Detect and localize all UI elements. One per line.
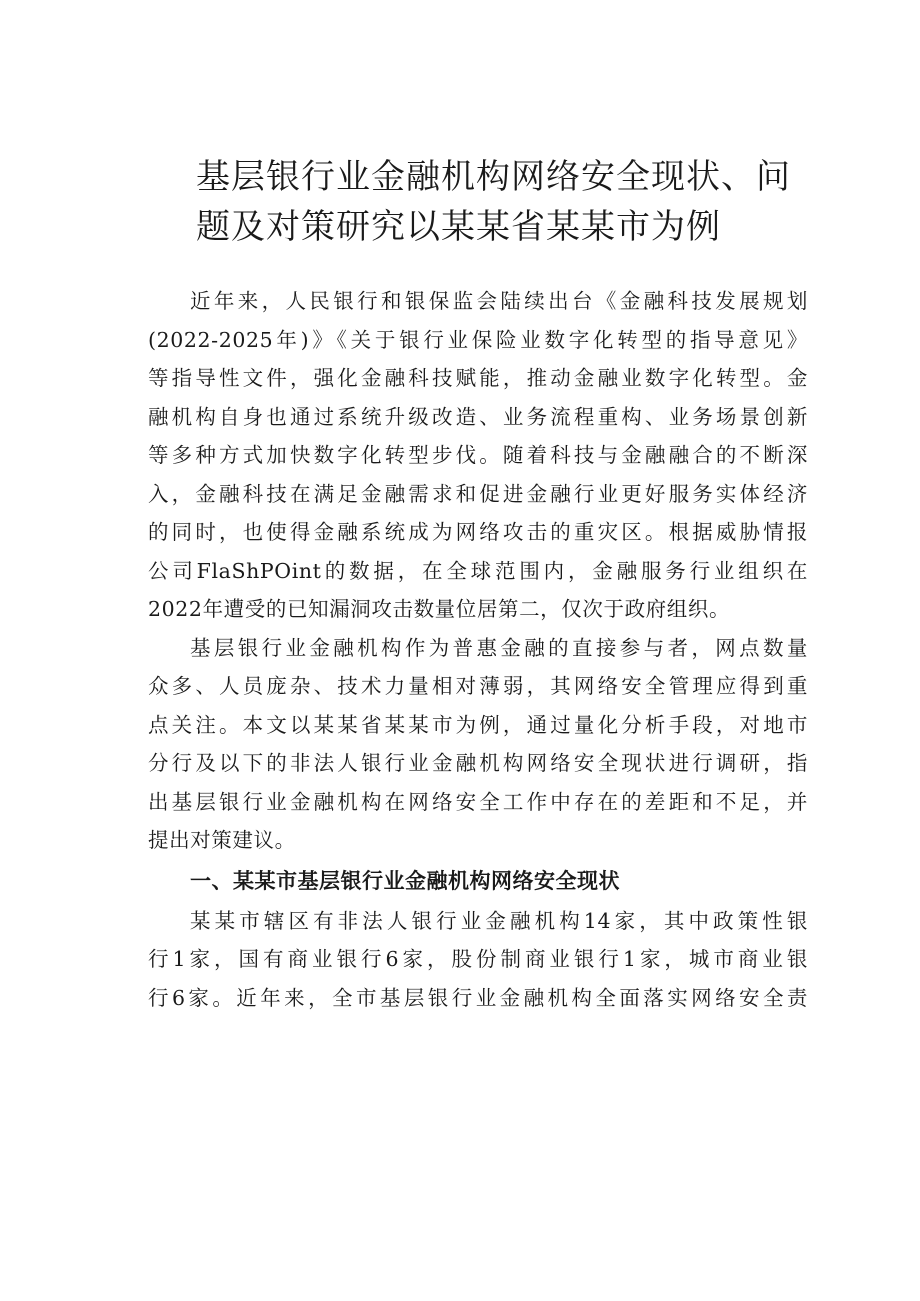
paragraph-line: 近年来，人民银行和银保监会陆续出台《金融科技发展规划 xyxy=(190,289,808,313)
paragraph-scope xyxy=(148,629,808,860)
paragraph-line: 基层银行业金融机构作为普惠金融的直接参与者，网点数量 xyxy=(190,635,808,660)
paragraph-line: 的同时，也使得金融系统成为网络攻击的重灾区。根据威胁情报 xyxy=(148,520,808,544)
paragraph-line: 融机构自身也通过系统升级改造、业务流程重构、业务场景创新 xyxy=(148,404,808,429)
paragraph-line: 行1家，国有商业银行6家，股份制商业银行1家，城市商业银 xyxy=(148,947,808,971)
paragraph-line: 等指导性文件，强化金融科技赋能，推动金融业数字化转型。金 xyxy=(148,366,808,390)
paragraph-line: (2022-2025年)》《关于银行业保险业数字化转型的指导意见》 xyxy=(148,327,808,352)
paragraph-line: 出基层银行业金融机构在网络安全工作中存在的差距和不足，并 xyxy=(148,789,808,814)
paragraph-line: 某某市辖区有非法人银行业金融机构14家，其中政策性银 xyxy=(190,908,808,933)
paragraph-line: 公司FlaShPOint的数据，在全球范围内，金融服务行业组织在 xyxy=(148,558,808,583)
section-heading: 一、某某市基层银行业金融机构网络安全现状 xyxy=(190,868,620,893)
document-body xyxy=(148,282,808,1017)
paragraph-line: 众多、人员庞杂、技术力量相对薄弱，其网络安全管理应得到重 xyxy=(148,674,808,698)
paragraph-line: 行6家。近年来，全市基层银行业金融机构全面落实网络安全责 xyxy=(148,985,808,1010)
paragraph-line: 点关注。本文以某某省某某市为例，通过量化分析手段，对地市 xyxy=(148,712,808,737)
paragraph-line: 分行及以下的非法人银行业金融机构网络安全现状进行调研，指 xyxy=(148,751,808,775)
document-title xyxy=(196,152,796,252)
paragraph-line: 入，金融科技在满足金融需求和促进金融行业更好服务实体经济 xyxy=(148,481,808,506)
paragraph-line: 提出对策建议。 xyxy=(148,828,296,852)
title-line: 基层银行业金融机构网络安全现状、问 xyxy=(196,157,791,197)
paragraph-line: 等多种方式加快数字化转型步伐。随着科技与金融融合的不断深 xyxy=(148,443,808,467)
paragraph-intro xyxy=(148,282,808,629)
paragraph-line: 2022年遭受的已知漏洞攻击数量位居第二，仅次于政府组织。 xyxy=(148,597,731,621)
title-line: 题及对策研究以某某省某某市为例 xyxy=(196,207,721,247)
paragraph-section-one xyxy=(148,902,808,1018)
